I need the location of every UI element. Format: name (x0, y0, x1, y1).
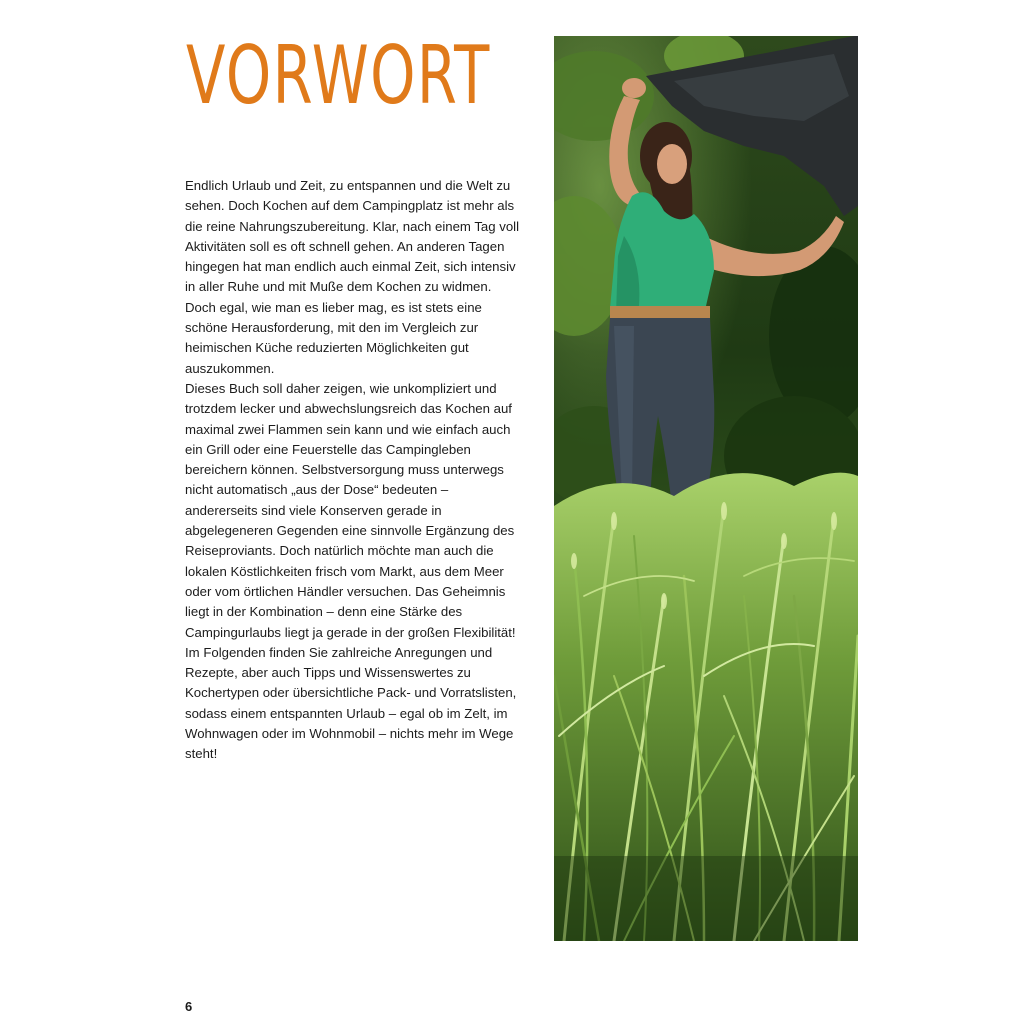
woman-belt (610, 306, 710, 320)
foreword-text (185, 176, 523, 765)
photo-woman-tent-grass (554, 36, 858, 941)
photo-illustration (554, 36, 858, 941)
woman-face (657, 144, 687, 184)
paragraph-2: Dieses Buch soll daher zeigen, wie unkompliziert und trotzdem lecker und abwechslungsreich das Kochen auf maximal zwei Flammen sein kann und wie einfach auch ein Grill oder eine Feuerstelle das Campingleben bereichern können. Selbstversorgung muss unterwegs nicht automatisch „aus der Dose“ bedeuten – andererseits sind viele Konserven gerade in abgelegeneren Gegenden eine sinnvolle Ergänzung des Reiseproviants. Doch natürlich möchte man auch die lokalen Köstlichkeiten frisch vom Markt, aus dem Meer oder vom örtlichen Händler versuchen. Das Geheimnis liegt in der Kombination – denn eine Stärke des Campingurlaubs liegt ja gerade in der großen Flexibilität! (185, 380, 516, 640)
paragraph-1: Endlich Urlaub und Zeit, zu entspannen und die Welt zu sehen. Doch Kochen auf dem Campingplatz ist mehr als die reine Nahrungszubereitung. Klar, nach einem Tag voll Aktivitäten soll es oft schnell gehen. An anderen Tagen hingegen hat man endlich auch einmal Zeit, sich intensiv in aller Ruhe und mit Muße dem Kochen zu widmen. Doch egal, wie man es lieber mag, es ist stets eine schöne Herausforderung, mit den im Vergleich zur heimischen Küche reduzierten Möglichkeiten gut auszukommen. (185, 178, 520, 376)
page-number: 6 (185, 999, 193, 1014)
paragraph-3: Im Folgenden finden Sie zahlreiche Anregungen und Rezepte, aber auch Tipps und Wissenswertes zu Kochertypen oder übersichtliche Pack- und Vorratslisten, sodass einem entspannten Urlaub – egal ob im Zelt, im Wohnwagen oder im Wohnmobil – nichts mehr im Wege steht! (185, 644, 517, 762)
page-title: VORWORT (186, 29, 491, 122)
